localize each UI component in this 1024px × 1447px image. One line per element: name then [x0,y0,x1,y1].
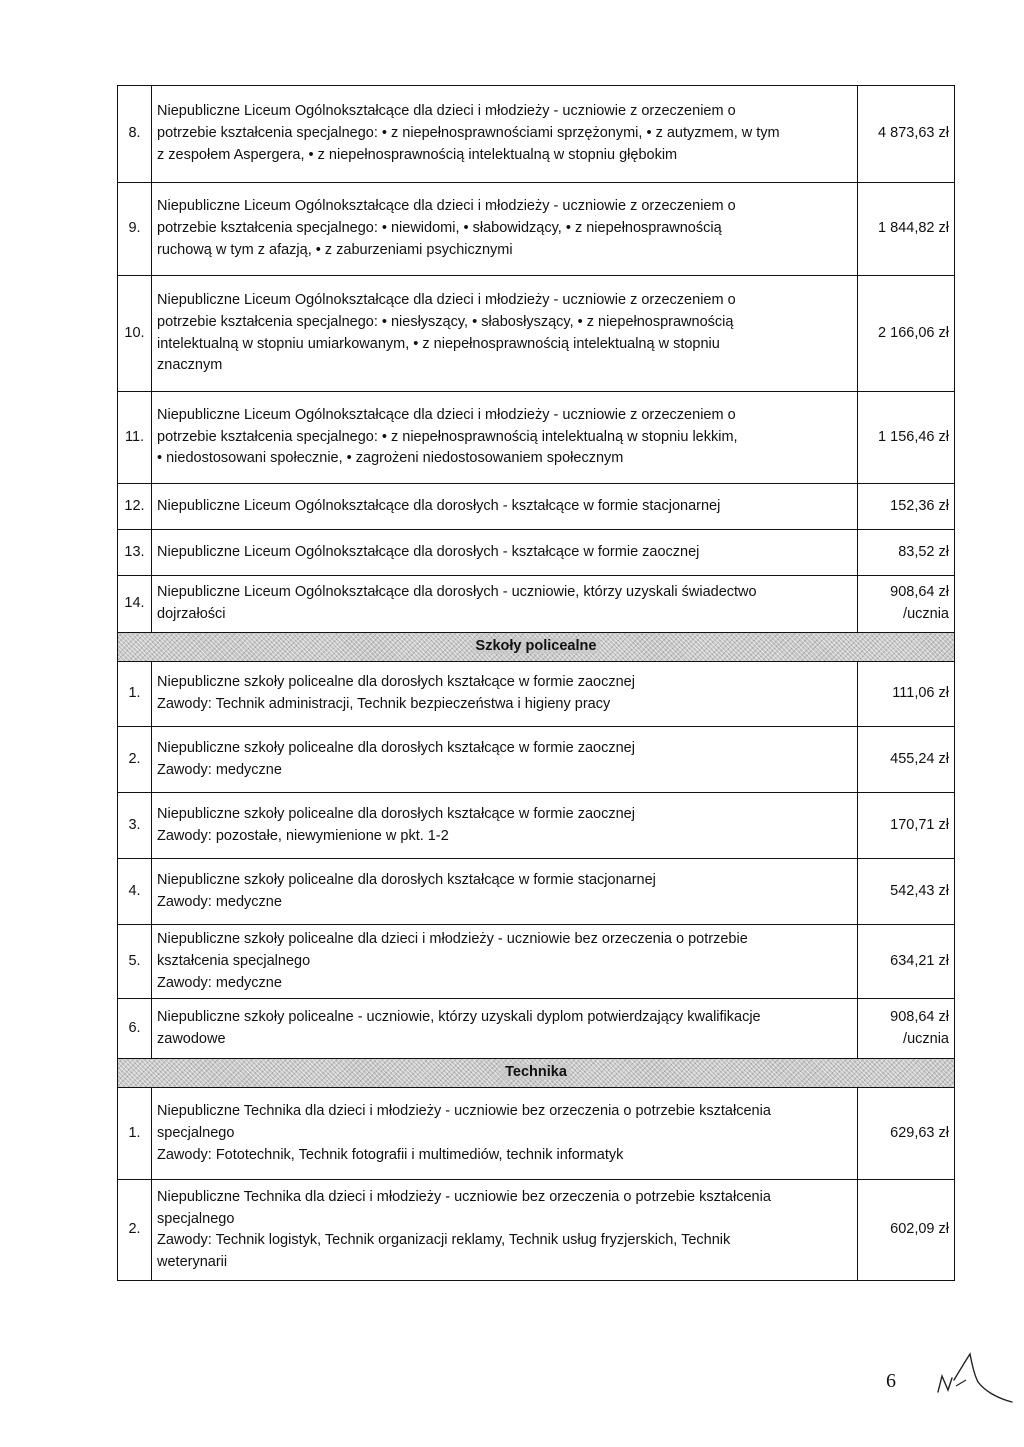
row-number: 1. [118,1088,152,1180]
description-line: specjalnego [157,1124,235,1141]
description-line: znacznym [157,357,223,374]
table-row [118,793,955,859]
liceum-rows [118,86,955,633]
subsidy-amount: 2 166,06 zł [858,276,955,392]
school-type-description [152,727,858,793]
row-number: 1. [118,662,152,727]
description-line: Niepubliczne Technika dla dzieci i młodzieży - uczniowie bez orzeczenia o potrzebie kształcenia [157,1103,771,1120]
description-line: Zawody: pozostałe, niewymienione w pkt. 1-2 [157,827,449,844]
row-number: 8. [118,86,152,183]
row-number: 4. [118,859,152,925]
table-row [118,999,955,1059]
row-number: 12. [118,484,152,530]
description-line: weterynarii [157,1254,228,1270]
table-row [118,576,955,633]
table-row [118,925,955,999]
description-line: potrzebie kształcenia specjalnego: • niewidomi, • słabowidzący, • z niepełnosprawnością [157,220,722,237]
description-line: Niepubliczne Liceum Ogólnokształcące dla dzieci i młodzieży - uczniowie z orzeczeniem o [157,103,736,120]
school-type-description [152,925,858,999]
row-number: 2. [118,1180,152,1281]
description-line: Zawody: medyczne [157,974,282,991]
section-header-policealne: Szkoły policealne [118,633,955,662]
subsidy-amount: 4 873,63 zł [858,86,955,183]
description-line: specjalnego [157,1210,235,1227]
subsidy-amount: 602,09 zł [858,1180,955,1281]
description-line: Niepubliczne szkoły policealne - uczniowie, którzy uzyskali dyplom potwierdzający kwalifikacje [157,1009,761,1025]
description-line: Niepubliczne Liceum Ogólnokształcące dla dzieci i młodzieży - uczniowie z orzeczeniem o [157,292,736,308]
school-type-description [152,859,858,925]
subsidy-amount: 455,24 zł [858,727,955,793]
school-type-description [152,1180,858,1281]
section-header-row [118,633,955,662]
technika-rows [118,1088,955,1281]
description-line: Niepubliczne Liceum Ogólnokształcące dla dorosłych - kształcące w formie zaocznej [157,543,700,560]
subsidy-amount: 152,36 zł [858,484,955,530]
table-row [118,530,955,576]
description-line: Niepubliczne Technika dla dzieci i młodzieży - uczniowie bez orzeczenia o potrzebie kształcenia [157,1188,771,1205]
description-line: potrzebie kształcenia specjalnego: • niesłyszący, • słabosłyszący, • z niepełnosprawnością [157,313,734,330]
section-header-row [118,1059,955,1088]
row-number: 5. [118,925,152,999]
section-header-technika: Technika [118,1059,955,1088]
amount-line: 908,64 zł [890,584,949,601]
description-line: Niepubliczne Liceum Ogólnokształcące dla dzieci i młodzieży - uczniowie z orzeczeniem o [157,198,736,215]
description-line: Zawody: Technik logistyk, Technik organizacji reklamy, Technik usług fryzjerskich, Technik [157,1232,731,1249]
description-line: Niepubliczne Liceum Ogólnokształcące dla dorosłych - uczniowie, którzy uzyskali świadectwo [157,584,757,601]
description-line: Niepubliczne szkoły policealne dla dorosłych kształcące w formie stacjonarnej [157,871,656,888]
subsidy-amount: 542,43 zł [858,859,955,925]
school-type-description [152,86,858,183]
row-number: 13. [118,530,152,576]
description-line: zawodowe [157,1030,226,1047]
page-number: 6 [886,1370,896,1392]
table-row [118,484,955,530]
school-type-description [152,276,858,392]
school-type-description [152,999,858,1059]
subsidy-amount [858,576,955,633]
description-line: intelektualną w stopniu umiarkowanym, • z niepełnosprawnością intelektualną w stopniu [157,335,720,352]
description-line: Niepubliczne Liceum Ogólnokształcące dla dorosłych - kształcące w formie stacjonarnej [157,497,721,514]
description-line: Zawody: Technik administracji, Technik bezpieczeństwa i higieny pracy [157,696,611,712]
section-technika [118,1059,955,1088]
table-row [118,859,955,925]
table-row [118,1180,955,1281]
school-type-description [152,1088,858,1180]
description-line: potrzebie kształcenia specjalnego: • z niepełnosprawnością intelektualną w stopniu lekkim, [157,428,738,445]
school-type-description [152,392,858,484]
description-line: z zespołem Aspergera, • z niepełnosprawnością intelektualną w stopniu głębokim [157,146,678,163]
row-number: 3. [118,793,152,859]
table-row [118,183,955,276]
row-number: 10. [118,276,152,392]
amount-line: 908,64 zł [890,1009,949,1025]
description-line: Zawody: medyczne [157,893,282,910]
row-number: 9. [118,183,152,276]
amount-line: /ucznia [903,1030,949,1047]
row-number: 14. [118,576,152,633]
subsidy-amount: 111,06 zł [858,662,955,727]
school-type-description [152,793,858,859]
description-line: • niedostosowani społecznie, • zagrożeni niedostosowaniem społecznym [157,450,624,467]
description-line: Niepubliczne szkoły policealne dla dzieci i młodzieży - uczniowie bez orzeczenia o potrzebie [157,931,748,947]
school-type-description [152,484,858,530]
school-type-description [152,662,858,727]
school-type-description [152,183,858,276]
description-line: Niepubliczne Liceum Ogólnokształcące dla dzieci i młodzieży - uczniowie z orzeczeniem o [157,406,736,423]
policealne-rows [118,662,955,1059]
subsidy-rates-table [117,85,955,1281]
table-row [118,86,955,183]
description-line: Zawody: Fototechnik, Technik fotografii i multimediów, technik informatyk [157,1146,624,1163]
subsidy-amount: 629,63 zł [858,1088,955,1180]
description-line: Niepubliczne szkoły policealne dla dorosłych kształcące w formie zaocznej [157,739,635,756]
subsidy-amount: 1 844,82 zł [858,183,955,276]
row-number: 6. [118,999,152,1059]
table-row [118,392,955,484]
description-line: Niepubliczne szkoły policealne dla dorosłych kształcące w formie zaocznej [157,674,635,691]
table-row [118,1088,955,1180]
section-policealne [118,633,955,662]
description-line: kształcenia specjalnego [157,952,311,969]
table-row [118,276,955,392]
handwritten-signature [926,1340,1016,1410]
description-line: potrzebie kształcenia specjalnego: • z niepełnosprawnościami sprzężonymi, • z autyzmem, w tym [157,125,780,142]
amount-line: /ucznia [903,606,949,622]
table-row [118,662,955,727]
description-line: Zawody: medyczne [157,761,282,778]
row-number: 11. [118,392,152,484]
subsidy-amount [858,999,955,1059]
subsidy-amount: 83,52 zł [858,530,955,576]
school-type-description [152,530,858,576]
school-type-description [152,576,858,633]
description-line: ruchową w tym z afazją, • z zaburzeniami psychicznymi [157,241,513,258]
subsidy-amount: 1 156,46 zł [858,392,955,484]
subsidy-amount: 170,71 zł [858,793,955,859]
table-row [118,727,955,793]
subsidy-amount: 634,21 zł [858,925,955,999]
description-line: dojrzałości [157,606,226,622]
row-number: 2. [118,727,152,793]
description-line: Niepubliczne szkoły policealne dla dorosłych kształcące w formie zaocznej [157,805,635,822]
